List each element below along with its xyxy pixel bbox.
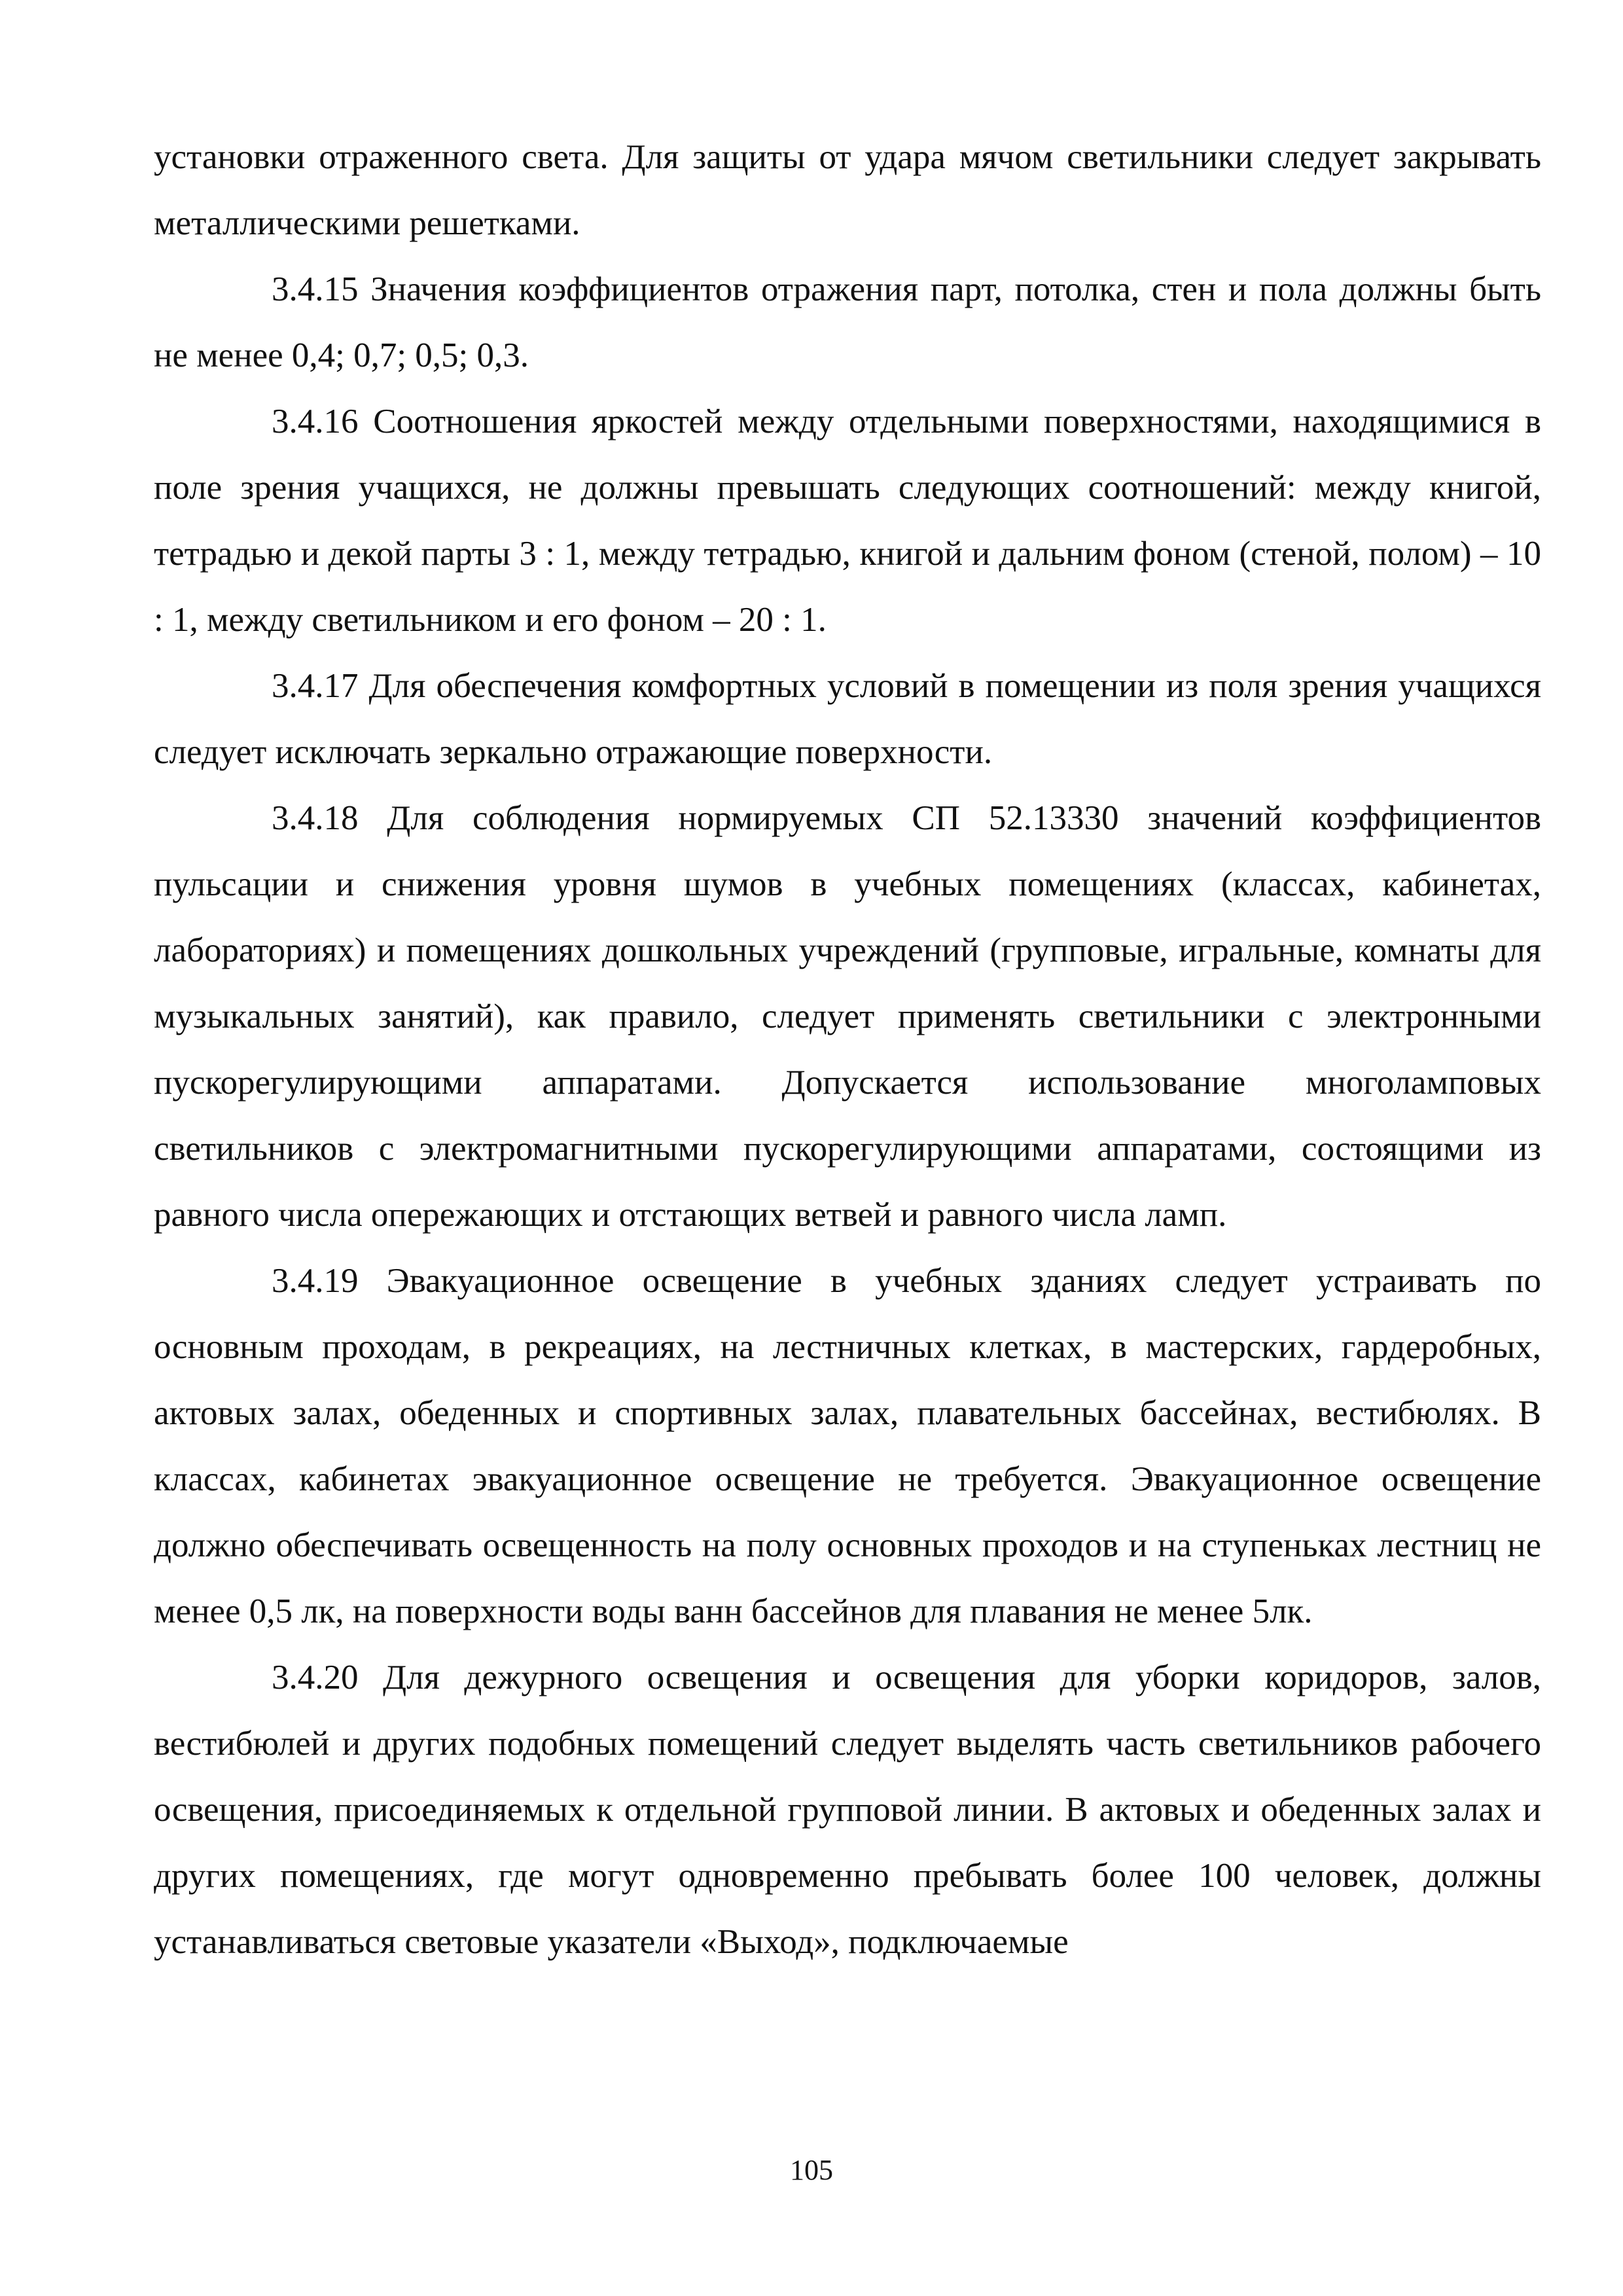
paragraph-intro: установки отраженного света. Для защиты от удара мячом светильники следует закрывать металлическими решетками.	[154, 138, 1541, 242]
paragraph-3-4-20: 3.4.20 Для дежурного освещения и освещения для уборки коридоров, залов, вестибюлей и других подобных помещений следует выделять часть светильников рабочего освещения, присоединяемых к отдельной групповой линии. В актовых и обеденных залах и других помещениях, где могут одновременно пребывать более 100 человек, должны устанавливаться световые указатели «Выход», подключаемые	[154, 1659, 1541, 1961]
paragraph-3-4-16: 3.4.16 Соотношения яркостей между отдельными поверхностями, находящимися в поле зрения учащихся, не должны превышать следующих соотношений: между книгой, тетрадью и декой парты 3 : 1, между тетрадью, книгой и дальним фоном (стеной, полом) – 10 : 1, между светильником и его фоном – 20 : 1.	[154, 403, 1541, 639]
paragraph-3-4-17: 3.4.17 Для обеспечения комфортных условий в помещении из поля зрения учащихся следует исключать зеркально отражающие поверхности.	[154, 667, 1541, 771]
paragraph-3-4-15: 3.4.15 Значения коэффициентов отражения парт, потолка, стен и пола должны быть не менее 0,4; 0,7; 0,5; 0,3.	[154, 270, 1541, 374]
page-number: 105	[790, 2154, 833, 2186]
document-body	[154, 124, 1541, 1975]
paragraph-3-4-18: 3.4.18 Для соблюдения нормируемых СП 52.13330 значений коэффициентов пульсации и снижения уровня шумов в учебных помещениях (классах, кабинетах, лабораториях) и помещениях дошкольных учреждений (групповые, игральные, комнаты для музыкальных занятий), как правило, следует применять светильники с электронными пускорегулирующими аппаратами. Допускается использование многоламповых светильников с электромагнитными пускорегулирующими аппаратами, состоящими из равного числа опережающих и отстающих ветвей и равного числа ламп.	[154, 799, 1541, 1234]
paragraph-3-4-19: 3.4.19 Эвакуационное освещение в учебных зданиях следует устраивать по основным проходам, в рекреациях, на лестничных клетках, в мастерских, гардеробных, актовых залах, обеденных и спортивных залах, плавательных бассейнах, вестибюлях. В классах, кабинетах эвакуационное освещение не требуется. Эвакуационное освещение должно обеспечивать освещенность на полу основных проходов и на ступеньках лестниц не менее 0,5 лк, на поверхности воды ванн бассейнов для плавания не менее 5лк.	[154, 1262, 1541, 1630]
